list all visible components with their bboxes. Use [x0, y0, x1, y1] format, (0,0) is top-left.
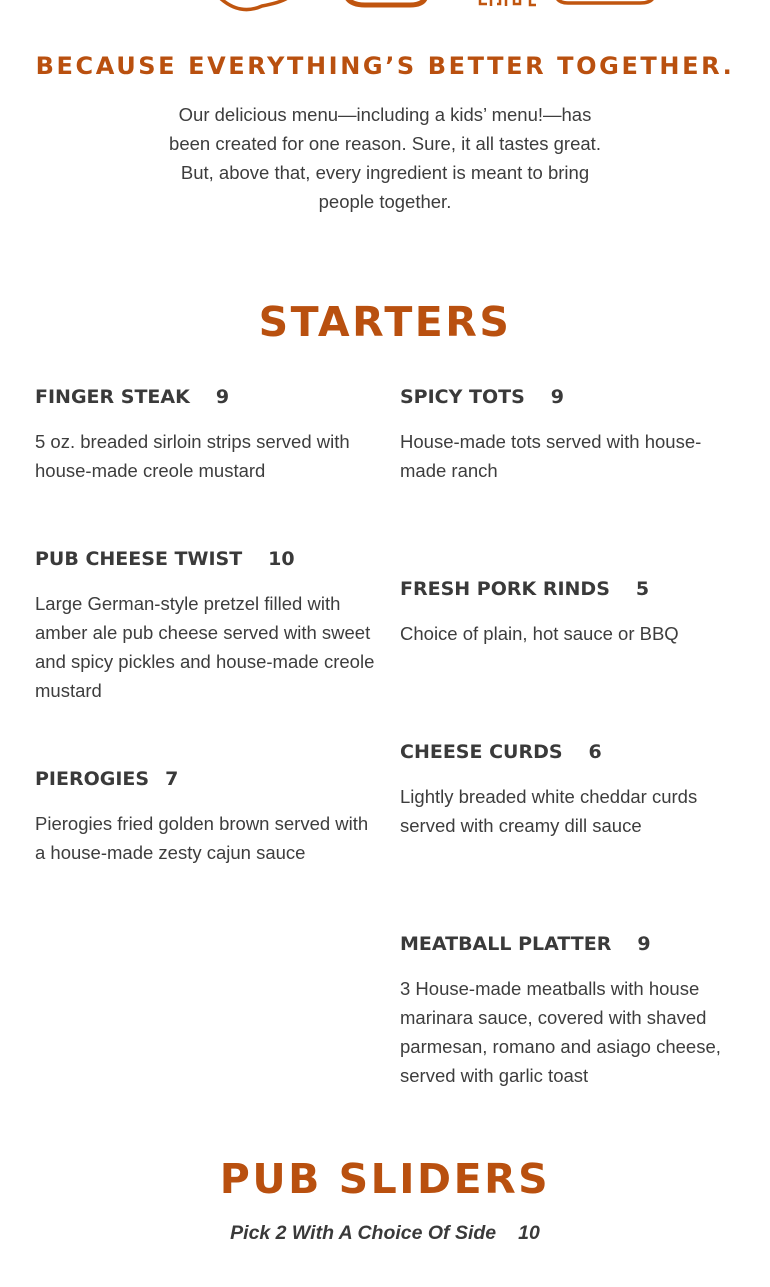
menu-item [35, 768, 375, 867]
pub-sliders-subtitle-text: Pick 2 With A Choice Of Side [230, 1222, 497, 1244]
section-title-pub-sliders: PUB SLIDERS [219, 1155, 551, 1203]
menu-item-heading [35, 768, 375, 790]
menu-item-description: 3 House-made meatballs with house marinara sauce, covered with shaved parmesan, romano and asiago cheese, served with garlic toast [400, 978, 721, 1086]
menu-item-name: MEATBALL PLATTER [400, 933, 612, 955]
menu-item-description: Pierogies fried golden brown served with a house-made zesty cajun sauce [35, 813, 369, 863]
fork-icon [480, 0, 536, 6]
menu-item-name: FINGER STEAK [35, 386, 190, 408]
menu-item [400, 386, 740, 485]
menu-item [35, 386, 375, 485]
menu-item-name: FRESH PORK RINDS [400, 578, 610, 600]
menu-item-heading [400, 578, 740, 600]
decor-icons-strip [0, 0, 770, 12]
menu-item [35, 548, 375, 705]
menu-item-price: 6 [588, 741, 602, 763]
menu-item-name: SPICY TOTS [400, 386, 525, 408]
bowl-icon [346, 0, 426, 5]
menu-item-heading [35, 548, 375, 570]
menu-item-price: 7 [165, 768, 179, 790]
menu-item-description: House-made tots served with house-made ranch [400, 431, 702, 481]
menu-item-price: 9 [550, 386, 564, 408]
menu-item-heading [400, 386, 740, 408]
menu-item-price: 5 [635, 578, 650, 600]
menu-item-heading [400, 741, 740, 763]
menu-item-description: Choice of plain, hot sauce or BBQ [400, 623, 679, 644]
tagline-heading: BECAUSE EVERYTHING’S BETTER TOGETHER. [35, 52, 735, 80]
menu-item-price: 9 [637, 933, 651, 955]
menu-item-name: PUB CHEESE TWIST [35, 548, 243, 570]
section-title-starters: STARTERS [258, 298, 512, 346]
menu-item-heading [400, 933, 740, 955]
menu-item-description: Lightly breaded white cheddar curds served with creamy dill sauce [400, 786, 698, 836]
menu-item [400, 741, 740, 840]
pub-sliders-price: 10 [518, 1222, 540, 1244]
menu-item-description: 5 oz. breaded sirloin strips served with house-made creole mustard [35, 431, 350, 481]
pub-sliders-subtitle [0, 1222, 770, 1245]
menu-item-name: PIEROGIES [35, 768, 150, 790]
menu-item [400, 933, 740, 1090]
menu-item [400, 578, 740, 648]
menu-item-heading [35, 386, 375, 408]
menu-item-name: CHEESE CURDS [400, 741, 563, 763]
menu-item-description: Large German-style pretzel filled with amber ale pub cheese served with sweet and spicy pickles and house-made creole mustard [35, 593, 375, 701]
intro-paragraph: Our delicious menu—including a kids’ menu!—has been created for one reason. Sure, it all tastes great. But, above that, every ingredient is meant to bring people together. [169, 104, 601, 212]
platter-icon [556, 0, 654, 3]
menu-item-price: 10 [268, 548, 295, 570]
food-icon [220, 0, 290, 10]
menu-item-price: 9 [215, 386, 230, 408]
